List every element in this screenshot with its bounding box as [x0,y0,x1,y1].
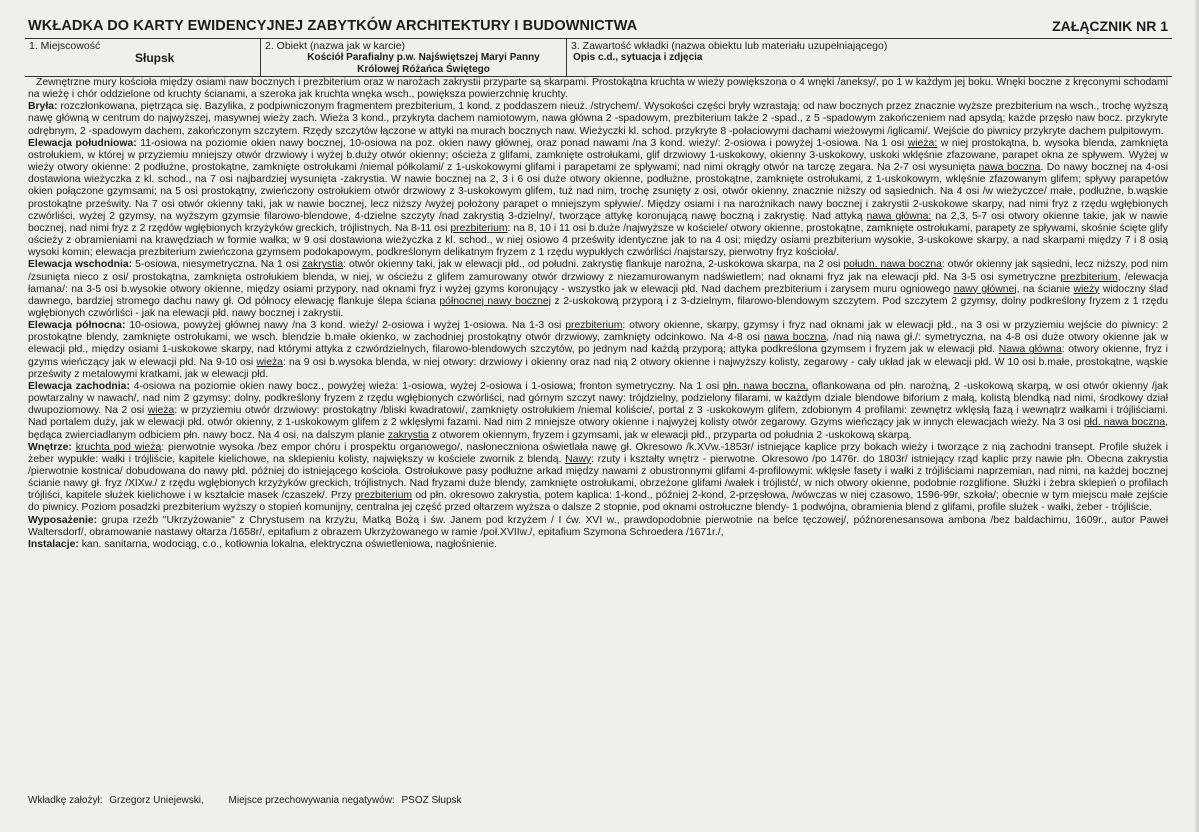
section-heading: Wnętrze: [28,441,72,453]
section-text: : otwór okienny jak sąsiedni, lecz niższy, pod nim /zsunięta nieco z osi/ prostokątna, zamknięta ostrołukiem blenda, w niej, w ościeżu z glifem zamurowany otwór drzwiowy z niezamurowanym nadświetlem; nad oknami fryz jak na elewacji płd. Na 3-5 osi symetryczne [28,259,1169,283]
field-locality-label: 1. Miejscowość [29,40,101,52]
section-text: z 2-uskokową przyporą i z 3-dzielnym, filarowo-blendowym szczytem. Pod szczytem 2 gzymsy, dolny podkreślony fryzem z 1 rzędu wgłębionych czwórliści - jak na elewacji płd. nawy bocznej i zakrystii. [28,295,1169,319]
field-contents-label: 3. Zawartość wkładki (nazwa obiektu lub materiału uzupełniającego) [571,40,888,52]
section-text: widoczny ślad dawnego, bardziej stromego dachu nawy gł. Od północy elewację flankuje ślepa ściana [28,283,1168,307]
section-text: w niej prostokątna, b. wysoka blenda, zamknięta ostrołukiem, w której w przyziemiu mniejszy otwór drzwiowy i wyżej b.duży otwór okienny; ościeża z glifami, zamknięte ostrołukami, glif drzwiowy 1-uskokowy, okienny 3-uskokowy, uskoki wklęśnie zfazowane, parapet okna ze spływem. Wyżej w wieży otwory okienne: 2 podłużne, prostokątne, zamknięte ostrołukami /niemal półkolami/ z 1-uskokowymi glifami i parapetami ze spływami; nad nimi okrągły otwór na tarczę zegara. Na 2-7 osi wysunięta [28,137,1169,174]
section-text: : otwory okienne, skarpy, gzymsy i fryz nad oknami jak w elewacji płd., na 3 osi w przyziemiu wejście do piwnicy: 2 prostokątne blendy, zamknięte ostrołukami, we wsch. blendzie b.małe okienko, w zachodniej prostokątny otwór drzwiowy, zamknięty odcinkowo. Na 4-8 osi [28,320,1168,344]
section-heading: Elewacja zachodnia: [28,380,130,392]
section-text: 4-osiowa na poziomie okien nawy bocz., powyżej wieża: 1-osiowa, wyżej 2-osiowa i 1-osiowa; fronton symetryczny. Na 1 osi [133,380,720,392]
section-text: : w przyziemiu otwór drzwiowy: prostokątny /bliski kwadratowi/, zamknięty ostrołukiem /niemal koliście/, portal z 3 -uskokowym glifem, zdobionym 4 profilami: zewnętrz wklęsłą fazą i wewnątrz wałkami i trójliściami. Nad portalem duży, jak w elewacji płd. otwór okienny, z 1-uskokowym glifem z 2 wklęsłymi fazami. Nad nim 2 mniejsze otwory okienne i najwyżej kolisty otwór zegarowy. Gzyms wieńczący jak w innych elewacjach wieży. Na 3 osi [28,405,1169,429]
underlined-term: prezbiterium, [1060,271,1121,283]
underlined-term: płn. nawa boczna, [722,380,809,392]
field-object-label: 2. Obiekt (nazwa jak w karcie) [265,40,406,52]
field-object [261,39,567,76]
document-footer [28,795,466,806]
section-heading: Elewacja południowa: [28,137,137,149]
underlined-term: wieży [1073,283,1100,295]
negatives-location: PSOZ Słupsk [401,795,462,806]
section-text: : pierwotnie wysoka /bez empor chóru i prospektu organowego/, nasłoneczniona oświetlała nawę gł. Okresowo /k.XVw.-1853r/ istniejące kaplice przy bokach wieży i tworzące z nią zachodni transept. Profile służek i żeber wypukłe: wałki i trójliście, kapitele kielichowe, na sklepieniu kolisty, największy w kościele zwornik z blendą. [28,441,1168,465]
underlined-term: wieża [256,356,283,368]
underlined-term: Nawa główna [998,344,1062,356]
section-heading: Bryła: [28,101,58,113]
section-heading: Instalacje: [28,538,79,550]
section-interior [28,442,1168,515]
document-title: WKŁADKA DO KARTY EWIDENCYJNEJ ZABYTKÓW ARCHITEKTURY I BUDOWNICTWA [28,18,638,34]
section-east-elevation [28,259,1168,320]
field-locality [25,39,261,76]
annex-number: ZAŁĄCZNIK NR 1 [1052,18,1168,34]
section-text: : na 8, 10 i 11 osi b.duże /najwyższe w kościele/ otwory okienne, prostokątne, zamknięte ostrołukami, parapety ze spływami, skośnie ścięte glify ościeży z obramieniami na krawędziach w formie wałka; w 9 osi dostawiona wieżyczka z kl. schod., w niej osiowo 4 prześwity identyczne jak to na 4 osi; między osiami prezbiterium wysokie, 3-uskokowe skarpy, a nad skarpami między 7 i 8 osią wysoki komin; elewacja prezbiterium zwieńczona gzymsem podokapowym, podkreślonym delikatnym fryzem z 1 rzędu wypukłych czwórliści /najstarszy, pierwotny fryz kościoła/. [28,222,1169,259]
description-body [28,77,1168,551]
section-heading: Elewacja wschodnia: [28,259,133,271]
underlined-term: połudn. nawa boczna [843,259,942,271]
section-north-elevation [28,320,1168,381]
scan-edge-shadow [1195,0,1199,832]
section-text: . Do nawy bocznej na 4-osi dostawiona wieżyczka z kl. schod., na 7 osi najbardziej wysunięta -zakrystia. W nawie bocznej na 2, 3 i 6 osi duże otwory okienne, podłużne, prostokątne, zamknięte ostrołukami, z 1-uskokowym, wklęśnie zfazowanym glifem; spływy parapetów okien połączone gzymsami; na 5 osi prostokątny, zwieńczony ostrołukiem otwór drzwiowy z 3-uskokowym glifem, tuż nad nim, trochę zsunięty z osi, otwór okienny, znacznie niższy od sąsiednich. Na 4 osi /w wieżyczce/ małe, podłużne, b.wąskie prostokątne prześwity. Na 7 osi otwór okienny taki, jak w nawie bocznej, lecz niższy /wyżej położony parapet o mniejszym spływie/. Między osiami i na narożnikach nawy bocznej i zakrystii 2-uskokowe skarpy, nad nimi fryz z rzędu wgłębionych czwórliści, wyżej 2 gzymsy, na wyższym gzymsie filarowo-blendowe, 4-dzielne szczyty /nad zakrystią 3-dzielny/, tworzące attykę koronującą nawę boczną i zakrystię. Nad attyką [28,162,1169,222]
underlined-term: wieża: [907,137,938,149]
underlined-term: nawa główna: [866,210,932,222]
section-text: : na 9 osi b.wysoka blenda, w niej otwory: drzwiowy i okienny oraz nad nią 2 otwory okienne i najwyższy kolisty, zegarowy - cały układ jak w elewacji płd. W 10 osi b.małe, prostokątne, wąskie prześwity z metalowymi kratkami, jak w elewacji płd. [28,356,1169,380]
underlined-term: płd. nawa boczna [1083,417,1166,429]
section-text: od płn. okresowo zakrystia, potem kaplica: 1-kond., później 2-kond, 2-przęsłowa, /wówczas w niej czasowo, 1596-99r, szkoła/; obecnie w tym miejscu małe zejście do piwnicy. Poziom posadzki prezbiterium wyższy o stopień komunijny, centralna jej część przed ołtarzem wyższa o dalsze 2 stopnie, pod oknami ostrołuczne blendy- 1 podwójna, obramienia blend z glifami, profile służek - wałki, żeber - trójliście. [28,490,1169,514]
section-text: , /nad nią nawa gł./: symetryczna, na 4-8 osi duże otwory okienne jak w elewacji płd., między osiami 1-uskokowe skarpy, nad którymi attyka z czwórdzielnych, filarowo-blendowych szczytów, po jednym nad każdą przyporą; attyka podkreślona gzymsem i fryzem jak w elewacji płd. [28,332,1168,356]
section-text: 11-osiowa na poziomie okien nawy bocznej, 10-osiowa na poz. okien nawy głównej, oraz ponad nawami /na 3 kond. wieży/: 2-osiowa i powyżej 1-osiowa. Na 1 osi [140,137,905,149]
field-contents [567,39,1172,76]
section-heading: Elewacja północna: [28,320,126,332]
section-text: na ścianie [1022,283,1071,295]
underlined-term: kruchta pod wieżą [75,441,162,453]
underlined-term: nawa boczna [763,332,827,344]
section-text: /elewacja łamana/: na 3-5 osi b.wysokie otwory okienne, między osiami przypory, nad oknami fryz i wyżej gzyms koronujący - wszystko jak w elewacji płd. Nad dachem prezbiterium i zarysem muru ogniowego [28,271,1169,295]
section-text: : otwory okienne, fryz i gzyms wieńczący jak w elewacji płd. Na 9-10 osi [28,344,1168,368]
underlined-term: wieża [147,405,175,417]
section-west-elevation [28,381,1168,442]
author-label: Wkładkę założył: [28,795,103,806]
negatives-label: Miejsce przechowywania negatywów: [228,795,395,806]
section-bryla [28,101,1168,137]
author-name: Grzegorz Uniejewski, [109,795,204,806]
section-text: oflankowana od płn. narożną, 2 -uskokową skarpą, w osi otwór okienny /jak powtarzalny w nawach/, nad nim 2 gzymsy: dolny, podkreślony fryzem z rzędu wgłębionych czwórliści, nad górnym szczyt nawy: trójdzielny, podzielony filarami, w każdym dziale blendowe biforium z małą, kolistą blendką nad nimi, środkowy dział dwupoziomowy. Na 2 osi [28,380,1169,417]
section-south-elevation [28,138,1168,260]
section-text: na 2,3, 5-7 osi otwory okienne takie, jak w nawie bocznej, nad nimi fryz z 2 rzędów wgłębionych krzyżyków greckich, trójlistnych. Na 8-11 osi [28,210,1169,234]
section-text: kan. sanitarna, wodociąg, c.o., kotłownia lokalna, elektryczna oświetleniowa, nagłośnienie. [81,538,498,550]
header-fields-table [25,38,1172,77]
field-locality-value: Słupsk [135,51,175,65]
underlined-term: prezbiterium [450,222,508,234]
underlined-term: prezbiterium [565,320,623,332]
section-text: : rzuty i kształty wnętrz - pierwotne. Okresowo /po 1476r. do 1803r/ istniejący rząd kaplic przy nawie płn. Obecna zakrystia /pierwotnie kostnica/ dobudowana do nawy płd. później do istniejącego kościoła. Ostrołukowe pasy podłużne arkad między nawami z obustronnymi glifami 4-profilowymi: wklęsłe fasety i wałki z trójliściami naprzemian, nad nimi, na każdej bocznej ścianie nawy gł. fryz /XIXw./ z rzędu wgłębionych krzyżyków greckich, trójlistnych. Nad fryzami duże blendy, zamknięte ostrołukami, obrzeżone glifami /wałek i trójlistć/, w nich otwory okienne, podobnie rozglifione. Służki i żebra sklepień o profilach trójliści, kapitele służek kielichowe i w kształcie masek /czaszek/. Przy [28,453,1168,502]
intro-paragraph [28,77,1168,101]
section-text: 5-osiowa, niesymetryczna. Na 1 osi [135,259,300,271]
document-header [28,18,1168,38]
section-text: , będąca zwierciadlanym odbiciem płn. nawy bocz. Na 4 osi, na dalszym planie [28,417,1169,441]
underlined-term: zakrystia [302,259,344,271]
field-object-value: Kościół Parafialny p.w. Najświętszej Maryi Panny Królowej Różańca Świętego [307,52,540,75]
underlined-term: prezbiterium [354,490,413,502]
underlined-term: północnej nawy bocznej [439,295,551,307]
section-text: rozczłonkowana, piętrząca się. Bazylika, z podpiwniczonym fragmentem prezbiterium, 1 kond. z poddaszem nieuż. /strychem/. Wysokości części bryły wzrastają: od naw bocznych przez znacznie wyższe prezbiterium na wsch., trochę wyższą nawę główną w centrum do najwyższej, masywnej wieży zach. Wieża 3 kond., przykryta dachem namiotowym, nawa główna 2 -spadowym, prezbiterium także 2 -spad., z 5 -spadowym zakończeniem nad apsydą; każde przęsło naw bocz. przykryte odrębnym, 2 -spadowym dachem, zakończonym szczytem. Rzędy szczytów łączone w attyki na murach bocznych naw. Wieżyczki kl. schod. przykryte 8 -połaciowymi dachami wieżowymi /iglicami/. Wejście do piwnicy przykryte dachem pulpitowym. [28,101,1169,137]
underlined-term: nawa boczna [978,162,1041,174]
intro-text: Zewnętrzne mury kościoła między osiami naw bocznych i prezbiterium oraz w narożach zakrystii przyparte są skarpami. Prostokątna kruchta w wieży powiększona o 4 wnęki /aneksy/, po 1 w każdym jej boku. Wnęki boczne z kręconymi schodami na wieżę i chór oddzielone od kruchty ścianami, a szeroka jak kruchta wnęka wsch., powiększa powierzchnię kruchty. [28,77,1168,101]
underlined-term: nawy głównej, [953,283,1020,295]
field-contents-value: Opis c.d., sytuacja i zdjęcia [573,52,703,63]
section-text: : otwór okienny taki, jak w elewacji płd., od południ. zakrystię flankuje narożna, 2-uskokowa skarpa, na 2 osi [343,259,841,271]
underlined-term: zakrystia [387,429,429,441]
section-installations [28,539,1168,551]
section-furnishings [28,515,1168,539]
section-text: 10-osiowa, powyżej głównej nawy /na 3 kond. wieży/ 2-osiowa i wyżej 1-osiowa. Na 1-3 osi [129,320,562,332]
underlined-term: Nawy [565,453,592,465]
section-heading: Wyposażenie: [28,514,98,526]
section-text: grupa rzeźb "Ukrzyżowanie" z Chrystusem na krzyżu, Matką Bożą i św. Janem pod krzyżem / I ćw. XVI w., prawdopodobnie pierwotnie na belce tęczowej/, późnorenesansowa ambona /bez baldachimu, 1609r., autor Paweł Waltersdorf/, obramowanie nastawy ołtarza /1658r/, epitafium z obrazem Ukrzyżowanego w ramie /poł.XVIIw./, epitafium Szymona Schroedera /1671r./, [28,514,1168,538]
section-text: z otworem okiennym, fryzem i gzymsami, jak w elewacji płd., przyparta od południa 2 -uskokową skarpą. [431,429,912,441]
